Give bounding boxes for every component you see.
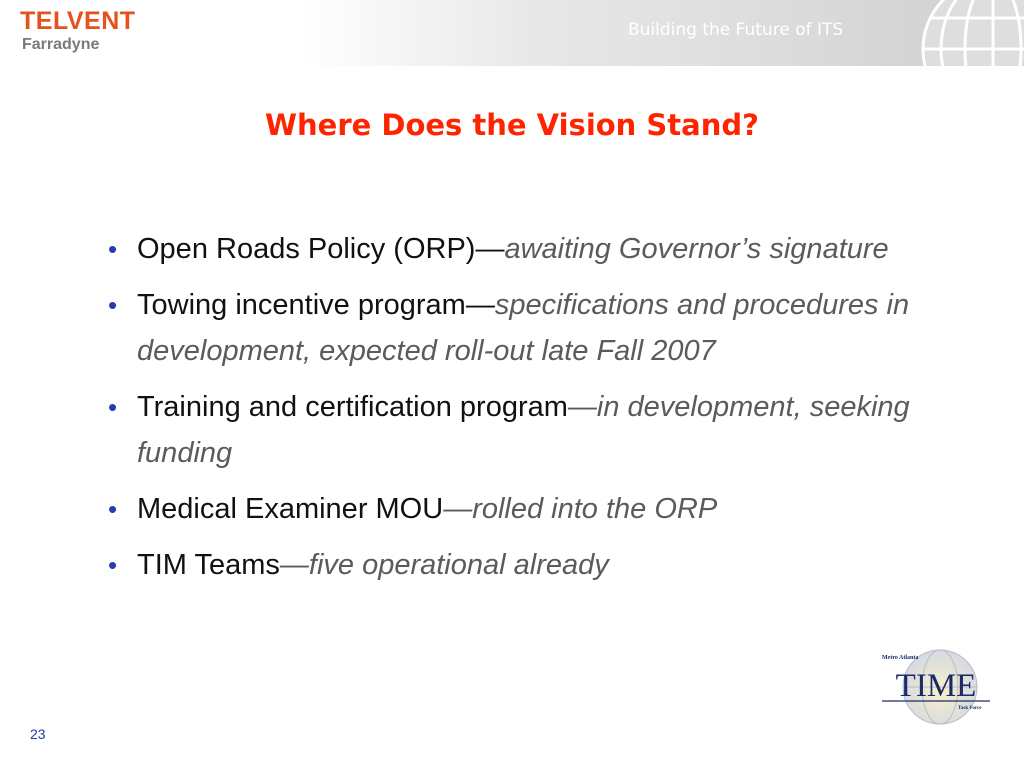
bullet-dot-icon: • bbox=[108, 550, 118, 580]
logo-sub-text: Farradyne bbox=[22, 36, 100, 53]
bullet-main-text: Towing incentive program— bbox=[137, 289, 495, 321]
time-logo-top-text: Metro Atlanta bbox=[882, 655, 919, 661]
bullet-main-text: TIM Teams bbox=[137, 549, 280, 581]
logo-main-text: TELVENT bbox=[20, 7, 136, 35]
globe-icon bbox=[918, 0, 1024, 66]
bullet-item bbox=[108, 282, 988, 374]
bullet-dot-icon: • bbox=[108, 494, 118, 524]
bullet-main-text: Open Roads Policy (ORP)— bbox=[137, 233, 505, 265]
time-task-force-logo bbox=[874, 647, 998, 729]
bullet-main-text: Medical Examiner MOU bbox=[137, 493, 444, 525]
bullet-main-text: Training and certification program bbox=[137, 391, 568, 423]
bullet-status-note: awaiting Governor’s signature bbox=[504, 233, 889, 265]
header-banner bbox=[0, 0, 1024, 66]
bullet-status-note: —five operational already bbox=[279, 549, 609, 581]
bullet-item bbox=[108, 226, 988, 272]
bullet-item bbox=[108, 542, 988, 588]
bullet-item bbox=[108, 384, 988, 476]
bullet-status-note: specifications and procedures in development, expected roll-out late Fall 2007 bbox=[137, 289, 910, 367]
bullet-list bbox=[108, 226, 988, 598]
time-logo-main-text: TIME bbox=[895, 668, 977, 704]
bullet-item bbox=[108, 486, 988, 532]
bullet-dot-icon: • bbox=[108, 392, 118, 422]
bullet-status-note: —in development, seeking funding bbox=[137, 391, 910, 469]
telvent-logo bbox=[20, 6, 136, 54]
page-number: 23 bbox=[30, 726, 46, 742]
time-logo-bottom-text: Task Force bbox=[958, 706, 982, 711]
tagline: Building the Future of ITS bbox=[628, 20, 844, 40]
bullet-status-note: —rolled into the ORP bbox=[443, 493, 718, 525]
bullet-dot-icon: • bbox=[108, 290, 118, 320]
slide-title: Where Does the Vision Stand? bbox=[265, 108, 759, 142]
bullet-dot-icon: • bbox=[108, 234, 118, 264]
